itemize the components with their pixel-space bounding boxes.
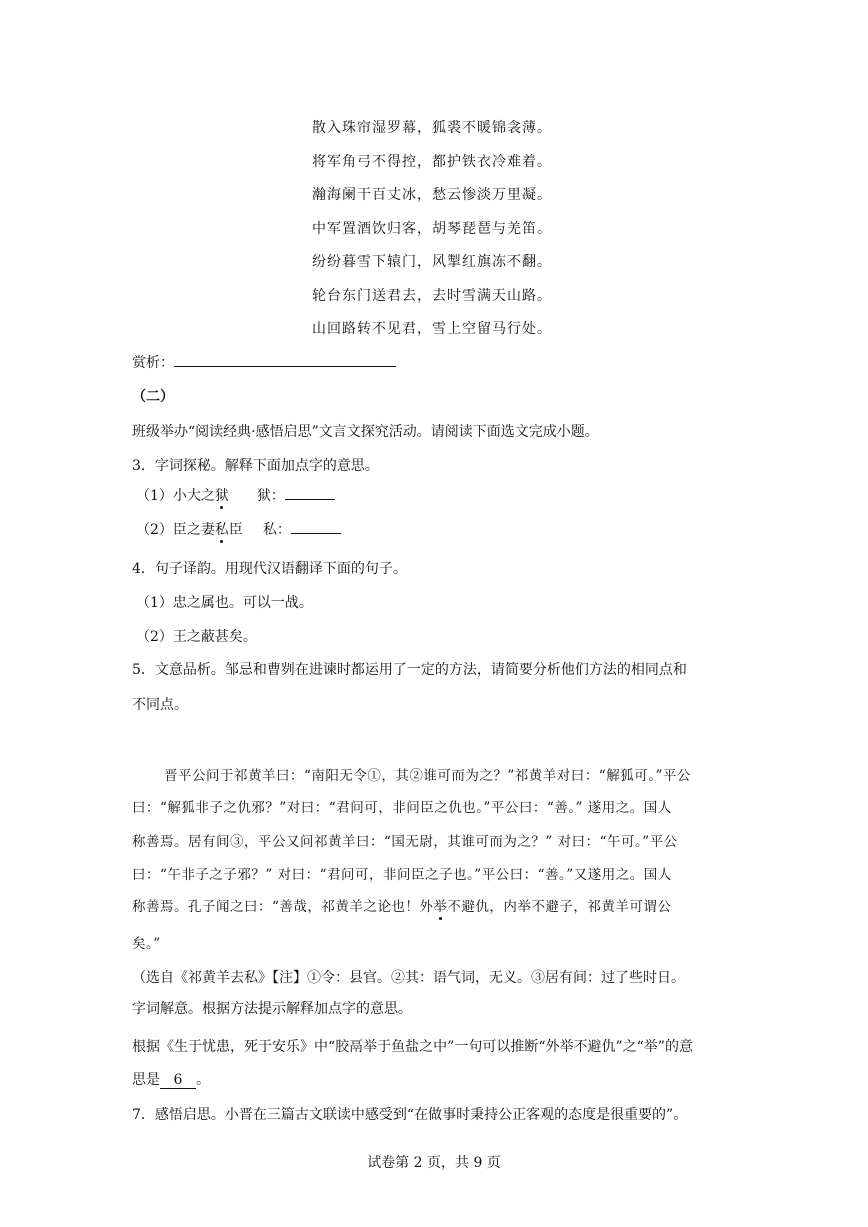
- poem-line: 纷纷暮雪下辕门，风掣红旗冻不翻。: [312, 254, 552, 270]
- item-label: 狱：: [256, 488, 285, 504]
- passage-line: 曰：“午非子之子邪？” 对曰：“君问可，非问臣之子也。”平公曰：“善。”又遂用之。国人: [132, 867, 672, 883]
- answer-blank[interactable]: [291, 519, 341, 534]
- poem-line: 散入珠帘湿罗幕，狐裘不暖锦衾薄。: [312, 120, 552, 136]
- passage-line: 矣。”: [132, 936, 161, 952]
- appreciation-answer-blank[interactable]: [174, 352, 396, 367]
- passage-line: 称善焉。居有间③，平公又问祁黄羊曰：“国无尉，其谁可而为之？” 对曰：“午可。”平公: [132, 834, 678, 850]
- poem-line: 中军置酒饮归客，胡琴琵琶与羌笛。: [312, 220, 552, 237]
- question-4-item-1: （1）忠之属也。可以一战。: [136, 595, 313, 611]
- question-3-title: 3．字词探秘。解释下面加点字的意思。: [132, 458, 379, 474]
- question-5-line-1: 5．文意品析。邹忌和曹刿在进谏时都运用了一定的方法，请简要分析他们方法的相同点和: [132, 662, 687, 678]
- page-footer: 试卷第 2 页，共 9 页: [367, 1155, 501, 1171]
- question-4-item-2: （2）王之蔽甚矣。: [136, 629, 257, 645]
- poem-line: 将军角弓不得控，都护铁衣冷难着。: [312, 153, 552, 170]
- question-4-title: 4．句子译韵。用现代汉语翻译下面的句子。: [132, 561, 407, 577]
- appreciation-label: 赏析：: [132, 355, 174, 371]
- section-intro: 班级举办“阅读经典·感悟启思”文言文探究活动。请阅读下面选文完成小题。: [132, 424, 599, 440]
- appreciation-row: [132, 352, 396, 372]
- passage-line: 曰：“解狐非子之仇邪？”对曰：“君问可，非问臣之仇也。”平公曰：“善。” 遂用之。国人: [132, 800, 672, 816]
- question-6-line-2: 思是 6 。: [132, 1072, 210, 1088]
- passage-note: （选自《祁黄羊去私》【注】①令：县官。②其：语气词，无义。③居有间：过了些时日。: [132, 970, 685, 986]
- question-3-item-2: （2）臣之妻私臣 私：: [136, 519, 341, 539]
- poem-line: 瀚海阑干百丈冰，愁云惨淡万里凝。: [312, 187, 552, 203]
- passage-line: 称善焉。孔子闻之曰：“善哉，祁黄羊之论也！外举不避仇，内举不避子，祁黄羊可谓公: [132, 899, 672, 915]
- question-7: 7．感悟启思。小晋在三篇古文联读中感受到“在做事时秉持公正客观的态度是很重要的”。: [132, 1107, 688, 1123]
- poem-block: [312, 112, 552, 347]
- question-6-answer-blank[interactable]: 6: [160, 1072, 196, 1089]
- dotted-char: 举: [433, 899, 448, 915]
- answer-blank[interactable]: [285, 485, 335, 500]
- dotted-char: 私: [214, 522, 229, 538]
- poem-line: 轮台东门送君去，去时雪满天山路。: [312, 287, 552, 304]
- item-label: 私：: [262, 522, 291, 538]
- passage-line: 晋平公问于祁黄羊曰：“南阳无令①，其②谁可而为之？”祁黄羊对曰：“解狐可。”平公: [164, 768, 691, 784]
- question-3-item-1: （1）小大之狱 狱：: [136, 485, 335, 505]
- question-5-line-2: 不同点。: [132, 697, 188, 713]
- dotted-char: 狱: [214, 488, 229, 504]
- question-6-intro: 字词解意。根据方法提示解释加点字的意思。: [132, 1001, 412, 1017]
- question-6-line-1: 根据《生于忧患，死于安乐》中“胶鬲举于鱼盐之中”一句可以推断“外举不避仇”之“举”的意: [132, 1039, 693, 1055]
- section-heading: （二）: [132, 389, 174, 405]
- poem-line: 山回路转不见君，雪上空留马行处。: [312, 321, 552, 337]
